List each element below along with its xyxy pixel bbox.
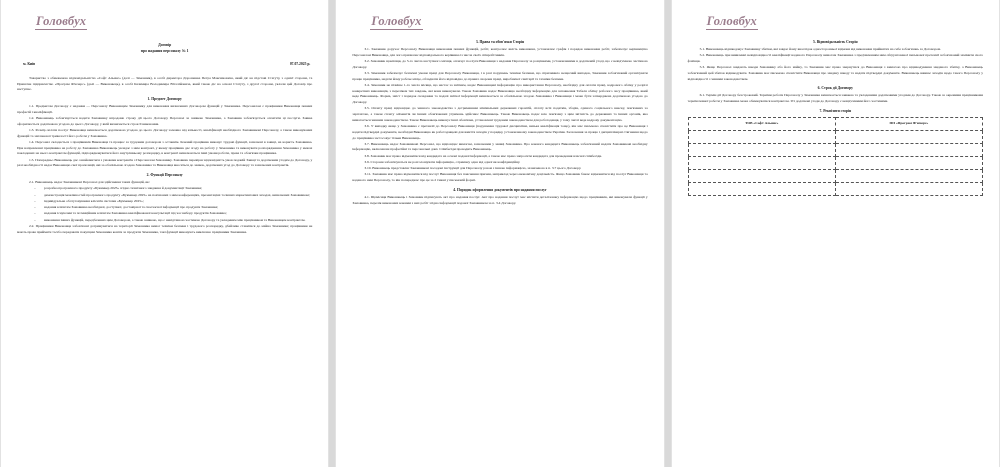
list-item: – виконання інших функцій, передбачених цим Договором, а також заявкою, що є невід'ємною частиною Договору та укладеним між працівником та Виконавцем контрактом. <box>37 218 312 224</box>
document-title <box>17 42 312 55</box>
section-3-paragraph: 3.6. У випадку якщо у Замовника є претензії до Персоналу Виконавця (порушення трудової дисципліни, низька кваліфікація тощо), він має письмово сповістити про це Виконавця і надати підтвердні документи, необхідні Виконавцю як роботодавцеві для вжиття заходів у порядку, установленому законодавством України. Заохочення за працю і дисциплінарні стягнення щодо до працівника застосовує тільки Виконавець. <box>352 124 648 140</box>
section-7-heading: 7. Реквізити сторін <box>819 108 852 113</box>
list-item: – надання існуючим та потенційним клієнтам Замовника кваліфікованої консультації під час вибору продуктів Замовника; <box>37 211 312 217</box>
section-3-paragraph: 3.3. Замовник забезпечує безпечні умови праці для Персоналу Виконавця, і в разі порушень техніки безпеки, що спричинило нещасний випадок, Замовник зобов'язаний організувати працю працівника, надати йому робоче місце, обладнати його відповідно до правил охорони праці, виробничої санітарії та техніки безпеки. <box>352 70 648 81</box>
section-3-paragraph: 3.9. Сторони зобов'язуються не розголошувати інформацію, отриману одна від одної як конфіденційну. <box>364 159 521 164</box>
section-6-heading: 6. Строк дії Договору <box>817 86 853 91</box>
section-2-intro: 2.1. Виконавець надає Замовникові Персонал для здійснення таких функцій, як: <box>29 180 150 185</box>
section-6-paragraph: 6.1. Термін дії Договору безстроковий. Терміни роботи Персоналу у Замовника визначається заявкою та укладеними додатковими угодами до Договору. Також за окремими працівниками термін певної роботи у Замовника може обмежуватися контрактом. Усі додаткові угоди до Договору є невід'ємними його частинами. <box>687 93 983 104</box>
requisites-table <box>688 117 983 196</box>
section-1-paragraph: 1.1. Предметом Договору є надання — Персоналу Виконавцем Замовнику для виконання визначених Договором функцій у Замовника. Персоналом є працівники Виконавця певних професій і кваліфікації. <box>17 104 313 114</box>
section-3-paragraph: 3.10. Виконавець представляє Замовникові посадові інструкції для Персоналу разом з іншою інформацією, зазначеною в п. 3.7 цього Договору. <box>364 166 582 171</box>
section-5-heading: 5. Відповідальність Сторін <box>813 40 858 44</box>
document-page-2 <box>335 0 664 467</box>
list-item: – надання клієнтам Замовника необхідної, доступної, достовірної та своєчасної інформації про продукти Замовника; <box>37 205 312 211</box>
section-2-function-list <box>17 186 312 223</box>
document-meta <box>23 62 310 68</box>
list-item: – індивідуальне обслуговування клієнтів системи «Букмекер 2025»; <box>37 199 312 205</box>
page-3-body <box>688 40 983 196</box>
section-1-paragraph: 1.2. Виконавець зобов'язується надати Замовнику впродовж строку дії цього Договору Персонал за заявкою Замовника, а Замовник зобов'язується оплатити ці послуги. Заявка оформлюється додатковою угодою до цього Договору, у якій визначається строк її виконання. <box>17 116 313 126</box>
section-3-paragraph: 3.11. Замовник має право відмовитися від послуг Виконавця без пояснення причин, наприклад через економічну доцільність. Якщо Замовник бажає відмовитися від послуг Виконавця та наданого ним Персоналу, то він попереджає про це за 2 тижні у письмовій формі. <box>352 172 648 183</box>
document-page-3 <box>671 0 1000 467</box>
section-3-paragraph: 3.2. Замовник щомісяця, до 5-го числа наступного місяця, оплачує послуги Виконавця з надання Персоналу за розцінками, установленими в додатковій угоді, що є невід'ємною частиною Договору. <box>352 58 648 69</box>
table-column-header-customer: ТОВ «Софт Альянс» <box>688 117 835 130</box>
preamble-paragraph: Товариство з обмеженою відповідальністю «Софт Альянс» (далі — Замовник), в особі директора Дорошенка Петра Максимовича, який діє на підставі Статуту, з однієї сторони, та Приватне підприємство «Програм Ф'ючерс» (далі — Виконавець), в особі Казимира Володимира Віталійовича, який також діє на основі Статуту, з другої сторони, уклали цей Договір про наступне. <box>17 75 313 92</box>
title-line-1: Договір <box>158 43 172 47</box>
section-1-heading: 1. Предмет Договору <box>147 97 182 102</box>
table-cell[interactable] <box>688 143 835 156</box>
section-1-paragraph: 1.3. Розмір оплати послуг Виконавця визначається додатковою угодою до цього Договору залежно від кількості, кваліфікації необхідного Замовникові Персоналу, а також виконуваних функцій та запланової тривалості його роботи у Замовника. <box>17 128 313 138</box>
section-3-paragraph: 3.8. Замовник має право відмовитися від кандидата на основі поданої інформації, а також має право запросити кандидата для проведення власної співбесіди. <box>364 153 603 158</box>
section-1-paragraph: 1.4. Персонал складається з працівників Виконавця та працює за трудовим договором з останнім. Кожний працівник виконує трудові функції, зазначені в заявці, на користь Замовника. При направленні працівника на роботу до Замовника Виконавець укладає з ним контракт, у якому працівник дає згоду на роботу у Замовника та виконувати розпорядження Замовника у межах покладених на нього контрактом функцій, підпорядковуватися його внутрішньому розпорядку, в контракті визначаються інші умови роботи, права та обов'язки працівника. <box>17 139 313 156</box>
section-2-closing: 2.2. Працівники Виконавця зобов'язані дотримуватися на території Замовника вимог техніки безпеки і трудового розпорядку, дбайливо ставитися до майна Замовника; працівники не мають права приймати та/або передавати покупцям Замовника кошти за продукти Замовника, такі функції виконують виключно працівники Замовника. <box>17 223 313 234</box>
section-3-paragraph: 3.5. Оплату праці відповідно до чинного законодавства з дотриманням мінімальних державних гарантій, сплату всіх податків, зборів, єдиного соціального внеску, пов'язаних за зарплатою, а також сплату аліментів чи інших обов'язкових утримань здійснює Виконавець. Також Виконавець подає всю пов'язану з цим звітність до державних та інших органів, яка вимагається чинним законодавством. Також Виконавець виконує інші обов'язки, установлені трудовим законодавством для роботодавця, у тому числі веде кадрову документацію. <box>352 106 648 122</box>
section-5-paragraph: 5.1. Виконавець відшкодовує Замовнику збитки, які завдає йому внаслідок односторонньої відмови від виконання прийнятих на себе зобов'язань за Договором. <box>699 46 942 51</box>
requisites-table-head <box>688 117 982 130</box>
section-3-paragraph: 3.4. Замовник не пізніше 1-го числа місяця, що настає за звітним, надає Виконавцеві інформацію про використання Персоналу, необхідну для оплати праці, кадрового обліку у розрізі конкретних виконавців, з переліком тих завдань, які вони виконували. Також Замовник надає Виконавцю необхідну інформацію для заповнення Табеля обліку робочого часу працівника, який веде Виконавець. Форма, зміст і порядок складання та подачі звітної інформації визначається за обопільною згодою Замовника і Виконавця і може бути затверджена додатковою угодою до Договору. <box>352 82 648 105</box>
section-4-paragraph: 4.1. Щомісяця Виконавець і Замовник підписують акт про надання послуг. Акт про надання послуг має містити деталізовану інформацію щодо працівників, які виконували функції у Замовника, перелік виконаних кожним з них робіт згідно інформації поданої Замовником за п. 3.4 Договору. <box>352 194 648 205</box>
document-page-1 <box>0 0 329 467</box>
table-cell[interactable] <box>688 182 835 195</box>
page-2-body <box>352 40 647 206</box>
contract-city: м. Київ <box>23 61 36 66</box>
golovbuh-logo: Головбух <box>706 14 758 30</box>
table-row <box>688 156 982 169</box>
table-row <box>688 182 982 195</box>
contract-date: 07.07.2025 р. <box>289 61 311 66</box>
page-1-header <box>17 10 312 36</box>
table-cell[interactable] <box>835 130 982 143</box>
table-cell[interactable] <box>688 130 835 143</box>
table-cell[interactable] <box>835 156 982 169</box>
page-3-header <box>688 10 983 36</box>
list-item: – демонстрація можливостей програмного продукту «Букмекер 2025» на пов'язаних з ним конференціях, презентаціях та інших маркетингових заходах, визначених Замовником; <box>37 193 312 199</box>
requisites-table-body <box>688 130 982 195</box>
section-2-heading: 2. Функції Персоналу <box>146 173 183 178</box>
section-5-paragraph: 5.2. Виконавець при виявленні невідповідності кваліфікації наданого Персоналу вимогам Замовника з пред'явленням ним обґрунтованої письмової претензії зобов'язаний замінити свого фахівця. <box>687 53 983 63</box>
list-item: – розробка програмного продукту «Букмекер 2025» згідно технічного завдання й документації Замовника; <box>37 186 312 192</box>
section-4-heading: 4. Порядок оформлення документів про надання послуг <box>453 187 547 192</box>
table-row <box>688 169 982 182</box>
table-cell[interactable] <box>688 156 835 169</box>
golovbuh-logo: Головбух <box>35 14 87 30</box>
section-1-paragraph: 1.5. Попередньо Виконавець дає ознайомитися з умовами контрактів з Персоналом Замовнику. Замовник перевіряє відповідність умов поданій Заявці та додатковим угодам до Договору, у разі необхідності надає Виконавцю свої пропозиції, які за обопільною згодою Замовника та Виконавця вносяться до заявок, додаткових угод до Договору та зазначених контрактів. <box>17 157 313 168</box>
table-row <box>688 143 982 156</box>
title-line-2: про надання персоналу № 1 <box>140 49 189 54</box>
page-2-header <box>352 10 647 36</box>
page-1-body <box>17 42 312 235</box>
table-cell[interactable] <box>835 143 982 156</box>
section-3-paragraph: 3.1. Замовник доручає Персоналу Виконавця виконання певних функцій, робіт, контролює якість виконання, установлює графік і порядок виконання робіт, забезпечує керівництво Персоналом Виконавця, для чого призначає відповідального керівника із числа своїх співробітників. <box>352 46 648 57</box>
section-3-paragraph: 3.7. Виконавець надає Замовникові Персонал, що відповідає вимогам, зазначеним у заявці Замовника. Про кожного кандидата Виконавець зобов'язаний надати Замовникові необхідну інформацію, включаючи професійні та персональні дані. Співбесіди проводить Виконавець. <box>352 141 648 152</box>
table-header-row <box>688 117 982 130</box>
table-cell[interactable] <box>835 169 982 182</box>
table-row <box>688 130 982 143</box>
section-3-heading: 3. Права та обов'язки Сторін <box>475 40 525 44</box>
table-cell[interactable] <box>835 182 982 195</box>
table-cell[interactable] <box>688 169 835 182</box>
golovbuh-logo: Головбух <box>370 14 422 30</box>
table-column-header-contractor: ПП «Програм Ф'ючерс» <box>835 117 982 130</box>
section-5-paragraph: 5.3. Якщо Персонал завдають шкоди Замовнику або його майну, то Замовник має право звернутися до Виконавця з вимогою про відшкодування завданого збитку, а Виконавець зобов'язаний цей збиток відшкодувати. Замовник має письмово сповістити Виконавця про завдану шкоду та надати підтвердні документи. Виконавець вживає заходів щодо такого Персоналу у відповідності з чинним законодавством. <box>687 65 983 81</box>
